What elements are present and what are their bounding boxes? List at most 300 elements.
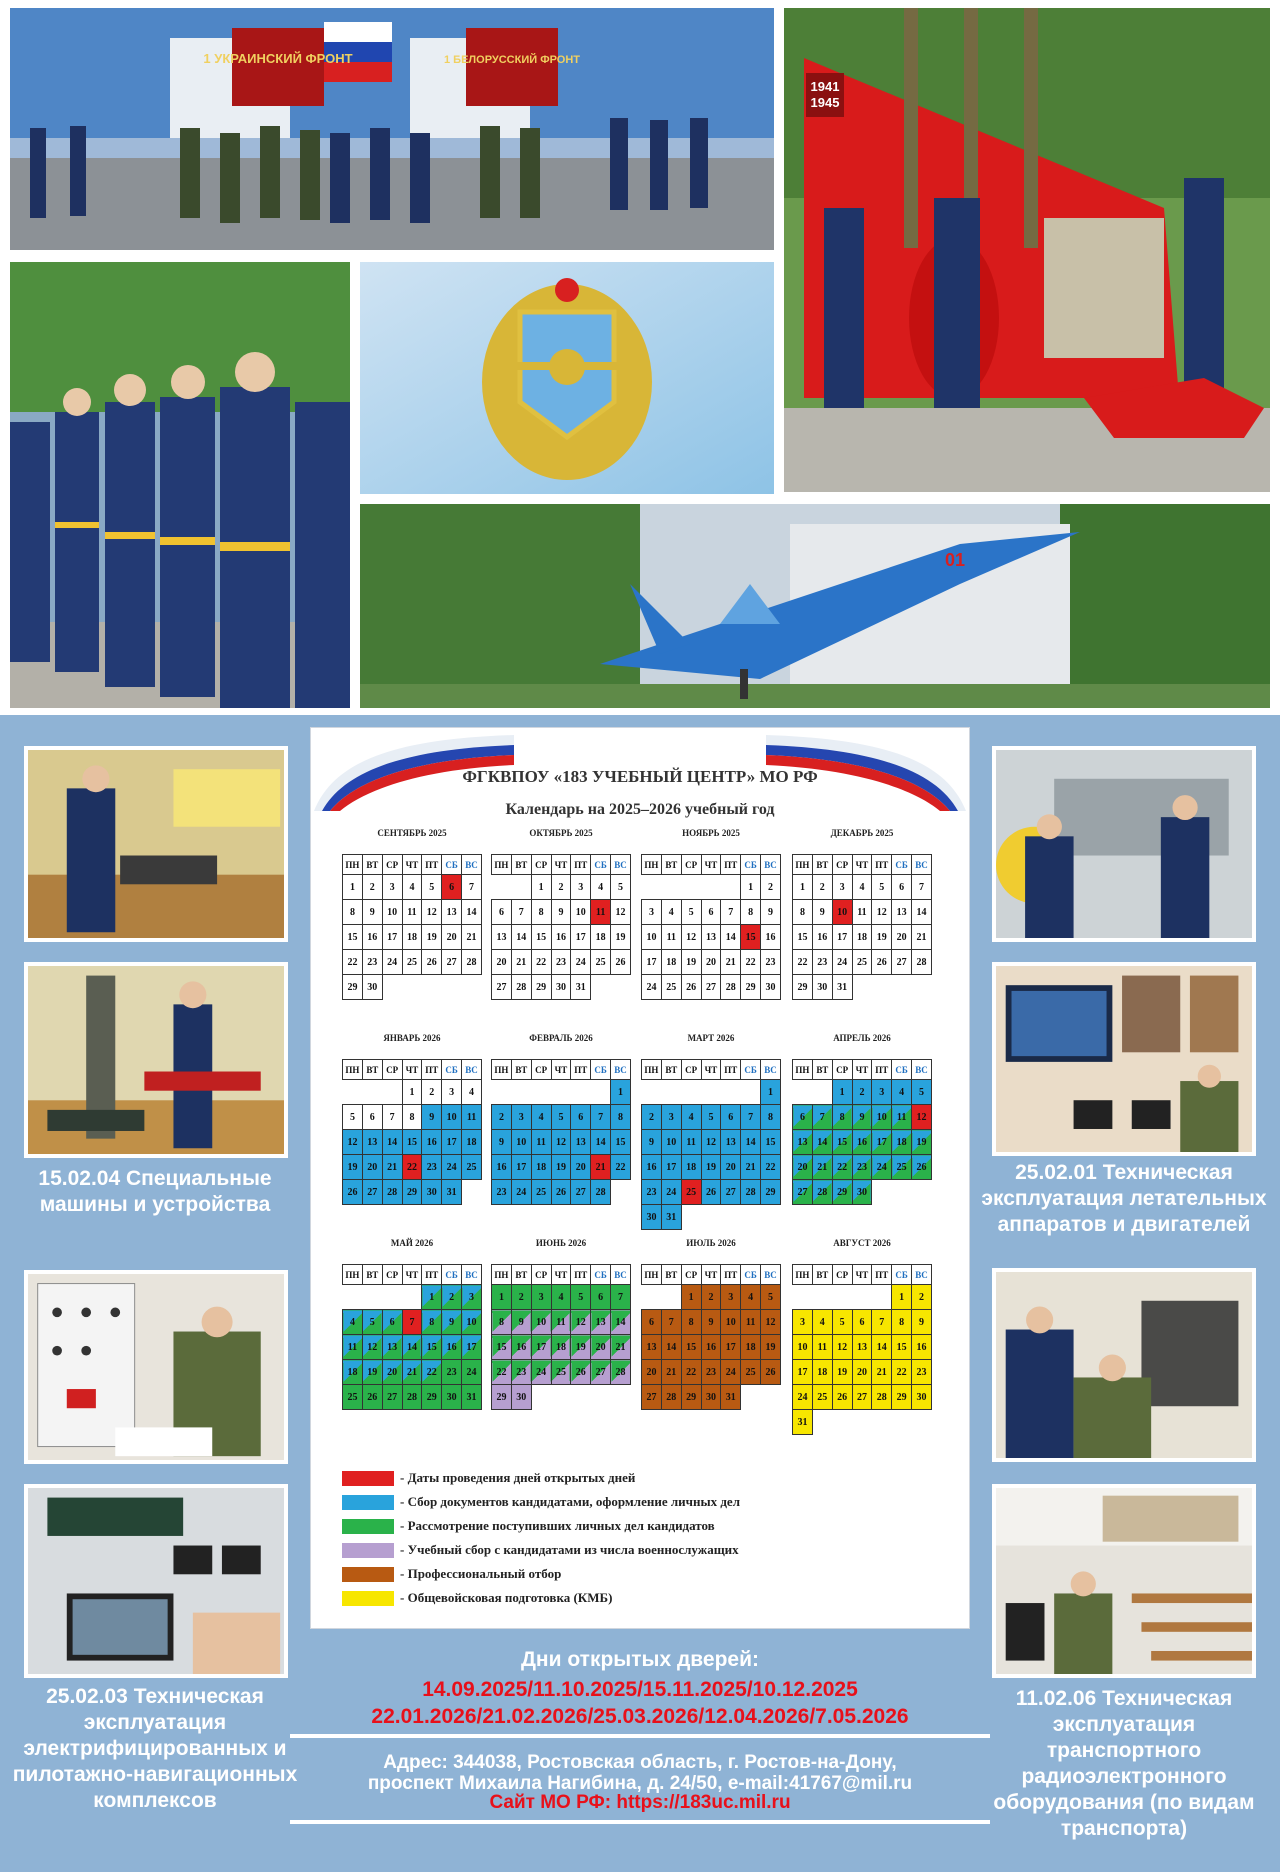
calendar-day: 12: [681, 925, 701, 950]
weekday-header: ПН: [642, 855, 662, 875]
calendar-day: 21: [591, 1155, 611, 1180]
weekday-header: СБ: [892, 1265, 912, 1285]
month-6: [491, 1031, 631, 1205]
calendar-day: 24: [872, 1155, 892, 1180]
calendar-day: 8: [761, 1105, 781, 1130]
calendar-day: 19: [422, 925, 442, 950]
weekday-header: ЧТ: [852, 1060, 872, 1080]
weekday-header: ВС: [611, 855, 631, 875]
weekday-header: ПН: [343, 1265, 363, 1285]
calendar-day: 5: [611, 875, 631, 900]
month-5: [342, 1031, 482, 1205]
calendar-day: 3: [642, 900, 662, 925]
calendar-day: 8: [343, 900, 363, 925]
calendar-title: Календарь на 2025–2026 учебный год: [505, 801, 775, 818]
weekday-header: ВС: [912, 1060, 932, 1080]
calendar-day: 17: [661, 1155, 681, 1180]
calendar-day: 2: [442, 1285, 462, 1310]
calendar-day: 17: [462, 1335, 482, 1360]
photo-electro-lab: [24, 1270, 288, 1464]
calendar-day: 9: [701, 1310, 721, 1335]
calendar-day: 31: [462, 1385, 482, 1410]
calendar-day: 27: [642, 1385, 662, 1410]
calendar-day: 9: [761, 900, 781, 925]
calendar-day: 4: [681, 1105, 701, 1130]
calendar-day: 11: [591, 900, 611, 925]
calendar-day: 10: [571, 900, 591, 925]
calendar-day: 12: [551, 1130, 571, 1155]
weekday-header: СБ: [892, 855, 912, 875]
calendar-day: 28: [872, 1385, 892, 1410]
calendar-day: 4: [812, 1310, 832, 1335]
calendar-day: 24: [832, 950, 852, 975]
calendar-day: 3: [661, 1105, 681, 1130]
calendar-day: 10: [832, 900, 852, 925]
weekday-header: СБ: [591, 1060, 611, 1080]
calendar-day: 28: [812, 1180, 832, 1205]
calendar-day: 25: [591, 950, 611, 975]
calendar-day: 18: [661, 950, 681, 975]
calendar-day: 3: [462, 1285, 482, 1310]
calendar-day: 13: [642, 1335, 662, 1360]
calendar-day: 13: [793, 1130, 813, 1155]
legend-swatch: [342, 1567, 394, 1582]
calendar-day: 1: [741, 875, 761, 900]
calendar-day: 9: [852, 1105, 872, 1130]
weekday-header: ПТ: [422, 1265, 442, 1285]
calendar-day: 4: [591, 875, 611, 900]
weekday-header: ЧТ: [852, 855, 872, 875]
calendar-day: 4: [852, 875, 872, 900]
calendar-day: 13: [852, 1335, 872, 1360]
calendar-day: 7: [721, 900, 741, 925]
calendar-day: 19: [362, 1360, 382, 1385]
calendar-day: 15: [531, 925, 551, 950]
calendar-day: 11: [402, 900, 422, 925]
calendar-day: 25: [462, 1155, 482, 1180]
calendar-day: 9: [511, 1310, 531, 1335]
calendar-day: 7: [912, 875, 932, 900]
calendar-day: 26: [551, 1180, 571, 1205]
calendar-day: 25: [343, 1385, 363, 1410]
calendar-day: 25: [892, 1155, 912, 1180]
calendar-day: 11: [551, 1310, 571, 1335]
calendar-day: 9: [912, 1310, 932, 1335]
calendar-day: 29: [741, 975, 761, 1000]
calendar-day: 23: [761, 950, 781, 975]
month-2: [491, 826, 631, 1000]
calendar-day: 20: [362, 1155, 382, 1180]
calendar-day: 13: [571, 1130, 591, 1155]
month-4: [792, 826, 932, 1000]
month-name: ОКТЯБРЬ 2025: [529, 828, 593, 838]
calendar-day: 24: [462, 1360, 482, 1385]
calendar-day: 21: [402, 1360, 422, 1385]
weekday-header: ПН: [492, 855, 512, 875]
month-name: МАРТ 2026: [687, 1033, 735, 1043]
calendar-day: 15: [492, 1335, 512, 1360]
calendar-day: 15: [832, 1130, 852, 1155]
calendar-day: 20: [793, 1155, 813, 1180]
calendar-day: 8: [741, 900, 761, 925]
calendar-day: 18: [462, 1130, 482, 1155]
weekday-header: ЧТ: [402, 1060, 422, 1080]
banner-text-1: 1 УКРАИНСКИЙ ФРОНТ: [203, 51, 353, 66]
calendar-day: 24: [661, 1180, 681, 1205]
calendar-day: 24: [571, 950, 591, 975]
calendar-day: 6: [721, 1105, 741, 1130]
calendar-day: 3: [793, 1310, 813, 1335]
calendar-day: 23: [701, 1360, 721, 1385]
calendar-day: 19: [761, 1335, 781, 1360]
calendar-day: 12: [611, 900, 631, 925]
calendar-day: 21: [872, 1360, 892, 1385]
calendar-day: 27: [591, 1360, 611, 1385]
weekday-header: СР: [382, 1265, 402, 1285]
calendar-day: 22: [832, 1155, 852, 1180]
calendar-day: 2: [701, 1285, 721, 1310]
calendar-day: 13: [591, 1310, 611, 1335]
calendar-day: 28: [402, 1385, 422, 1410]
calendar-day: 8: [531, 900, 551, 925]
legend-item: [342, 1490, 740, 1514]
calendar-day: 3: [721, 1285, 741, 1310]
calendar-day: 22: [402, 1155, 422, 1180]
weekday-header: ПТ: [571, 855, 591, 875]
calendar-day: 19: [571, 1335, 591, 1360]
weekday-header: ПТ: [571, 1265, 591, 1285]
weekday-header: ВТ: [661, 855, 681, 875]
calendar-day: 28: [721, 975, 741, 1000]
calendar-day: 30: [761, 975, 781, 1000]
calendar-day: 21: [812, 1155, 832, 1180]
calendar-day: 30: [511, 1385, 531, 1410]
month-name: АПРЕЛЬ 2026: [833, 1033, 891, 1043]
calendar-day: 14: [661, 1335, 681, 1360]
calendar-day: 14: [511, 925, 531, 950]
weekday-header: ПН: [492, 1060, 512, 1080]
calendar-day: 28: [462, 950, 482, 975]
calendar-day: 18: [812, 1360, 832, 1385]
calendar-day: 24: [531, 1360, 551, 1385]
calendar-day: 20: [892, 925, 912, 950]
legend-item: [342, 1538, 740, 1562]
calendar-day: 6: [591, 1285, 611, 1310]
calendar-day: 1: [611, 1080, 631, 1105]
calendar-day: 12: [872, 900, 892, 925]
calendar-day: 31: [661, 1205, 681, 1230]
calendar-day: 13: [721, 1130, 741, 1155]
month-name: СЕНТЯБРЬ 2025: [377, 828, 447, 838]
calendar-day: 26: [701, 1180, 721, 1205]
calendar-day: 5: [571, 1285, 591, 1310]
calendar-day: 7: [511, 900, 531, 925]
calendar-day: 18: [591, 925, 611, 950]
photo-computer-class: [992, 962, 1256, 1156]
calendar-day: 15: [422, 1335, 442, 1360]
calendar-day: 10: [793, 1335, 813, 1360]
calendar-day: 27: [362, 1180, 382, 1205]
weekday-header: ВТ: [812, 855, 832, 875]
calendar-day: 7: [462, 875, 482, 900]
calendar-day: 23: [912, 1360, 932, 1385]
calendar-day: 12: [362, 1335, 382, 1360]
calendar-day: 12: [343, 1130, 363, 1155]
calendar-day: 16: [492, 1155, 512, 1180]
address-line-1: Адрес: 344038, Ростовская область, г. Ростов-на-Дону,: [383, 1752, 897, 1773]
weekday-header: ЧТ: [551, 1265, 571, 1285]
calendar-day: 30: [551, 975, 571, 1000]
calendar-day: 2: [362, 875, 382, 900]
calendar-day: 20: [591, 1335, 611, 1360]
calendar-day: 21: [611, 1335, 631, 1360]
calendar-day: 5: [551, 1105, 571, 1130]
weekday-header: СР: [681, 1265, 701, 1285]
calendar-day: 6: [701, 900, 721, 925]
weekday-header: ВТ: [812, 1060, 832, 1080]
calendar-day: 21: [912, 925, 932, 950]
calendar-day: 31: [832, 975, 852, 1000]
weekday-header: ВТ: [812, 1265, 832, 1285]
calendar-day: 12: [912, 1105, 932, 1130]
calendar-day: 29: [343, 975, 363, 1000]
weekday-header: ЧТ: [701, 1265, 721, 1285]
month-10: [491, 1236, 631, 1410]
calendar-day: 12: [571, 1310, 591, 1335]
weekday-header: СР: [382, 855, 402, 875]
calendar-day: 1: [681, 1285, 701, 1310]
caption-specialty-110206: 11.02.06 Техническая эксплуатация транспортного радиоэлектронного оборудования (по видам транспорта): [993, 1687, 1255, 1840]
weekday-header: ВС: [761, 1265, 781, 1285]
weekday-header: ПТ: [721, 855, 741, 875]
calendar-day: 19: [701, 1155, 721, 1180]
month-11: [641, 1236, 781, 1410]
calendar-day: 25: [681, 1180, 701, 1205]
calendar-day: 18: [741, 1335, 761, 1360]
calendar-day: 30: [912, 1385, 932, 1410]
legend-swatch: [342, 1471, 394, 1486]
calendar-day: 16: [812, 925, 832, 950]
calendar-day: 7: [661, 1310, 681, 1335]
calendar-day: 16: [442, 1335, 462, 1360]
calendar-day: 9: [442, 1310, 462, 1335]
calendar-day: 27: [721, 1180, 741, 1205]
calendar-day: 25: [531, 1180, 551, 1205]
calendar-day: 11: [812, 1335, 832, 1360]
weekday-header: ВТ: [661, 1060, 681, 1080]
calendar-day: 4: [741, 1285, 761, 1310]
calendar-day: 12: [761, 1310, 781, 1335]
calendar-day: 23: [511, 1360, 531, 1385]
weekday-header: ВС: [761, 855, 781, 875]
weekday-header: ВС: [611, 1265, 631, 1285]
legend-label: - Рассмотрение поступивших личных дел кандидатов: [400, 1518, 715, 1533]
calendar-day: 27: [571, 1180, 591, 1205]
calendar-day: 2: [511, 1285, 531, 1310]
calendar-day: 18: [892, 1130, 912, 1155]
calendar-day: 29: [681, 1385, 701, 1410]
calendar-day: 11: [661, 925, 681, 950]
calendar-day: 18: [681, 1155, 701, 1180]
legend: [342, 1466, 740, 1610]
calendar-day: 5: [761, 1285, 781, 1310]
weekday-header: ВС: [462, 1060, 482, 1080]
divider: [290, 1734, 990, 1738]
aircraft-number: 01: [945, 550, 966, 570]
weekday-header: СР: [832, 855, 852, 875]
weekday-header: ПН: [793, 1265, 813, 1285]
calendar-day: 7: [741, 1105, 761, 1130]
weekday-header: ВС: [912, 855, 932, 875]
calendar-day: 11: [343, 1335, 363, 1360]
calendar-day: 7: [872, 1310, 892, 1335]
calendar-day: 17: [872, 1130, 892, 1155]
weekday-header: ПН: [793, 1060, 813, 1080]
calendar-day: 16: [422, 1130, 442, 1155]
calendar-day: 12: [422, 900, 442, 925]
calendar-day: 8: [832, 1105, 852, 1130]
calendar-day: 10: [462, 1310, 482, 1335]
calendar-day: 10: [721, 1310, 741, 1335]
calendar-day: 17: [382, 925, 402, 950]
calendar-day: 10: [642, 925, 662, 950]
calendar-day: 26: [571, 1360, 591, 1385]
calendar-day: 17: [793, 1360, 813, 1385]
photo-workshop-2: [24, 962, 288, 1158]
calendar-day: 27: [892, 950, 912, 975]
calendar-day: 25: [812, 1385, 832, 1410]
calendar-day: 7: [611, 1285, 631, 1310]
calendar-day: 22: [343, 950, 363, 975]
calendar-day: 13: [701, 925, 721, 950]
calendar-day: 20: [571, 1155, 591, 1180]
month-12: [792, 1236, 932, 1435]
calendar-day: 7: [591, 1105, 611, 1130]
calendar-day: 29: [832, 1180, 852, 1205]
calendar-day: 17: [832, 925, 852, 950]
weekday-header: ВТ: [362, 1265, 382, 1285]
calendar-day: 25: [402, 950, 422, 975]
calendar-day: 10: [661, 1130, 681, 1155]
legend-label: - Сбор документов кандидатами, оформление личных дел: [400, 1494, 740, 1509]
weekday-header: ВТ: [511, 1060, 531, 1080]
photo-classroom: [992, 1484, 1256, 1678]
calendar-day: 30: [642, 1205, 662, 1230]
calendar-day: 28: [511, 975, 531, 1000]
legend-label: - Учебный сбор с кандидатами из числа военнослужащих: [400, 1542, 739, 1557]
calendar-day: 19: [343, 1155, 363, 1180]
weekday-header: ВС: [462, 855, 482, 875]
calendar-day: 15: [681, 1335, 701, 1360]
calendar-day: 16: [362, 925, 382, 950]
calendar-day: 24: [721, 1360, 741, 1385]
calendar-day: 15: [343, 925, 363, 950]
weekday-header: ПТ: [872, 1060, 892, 1080]
month-name: ФЕВРАЛЬ 2026: [529, 1033, 593, 1043]
weekday-header: ВТ: [661, 1265, 681, 1285]
calendar-day: 26: [362, 1385, 382, 1410]
calendar-day: 26: [681, 975, 701, 1000]
address-line-2: проспект Михаила Нагибина, д. 24/50, e-mail:41767@mil.ru: [367, 1773, 913, 1794]
weekday-header: ПТ: [721, 1060, 741, 1080]
calendar-day: 29: [761, 1180, 781, 1205]
weekday-header: СР: [832, 1265, 852, 1285]
legend-swatch: [342, 1495, 394, 1510]
calendar-day: 6: [492, 900, 512, 925]
calendar-day: 5: [343, 1105, 363, 1130]
weekday-header: ВТ: [511, 1265, 531, 1285]
calendar-day: 7: [382, 1105, 402, 1130]
calendar-day: 8: [892, 1310, 912, 1335]
calendar-day: 28: [591, 1180, 611, 1205]
weekday-header: ВС: [462, 1265, 482, 1285]
calendar-day: 6: [571, 1105, 591, 1130]
weekday-header: ВТ: [362, 1060, 382, 1080]
photo-memorial: [784, 8, 1270, 492]
calendar-day: 20: [492, 950, 512, 975]
calendar-day: 6: [442, 875, 462, 900]
weekday-header: ЧТ: [701, 855, 721, 875]
calendar-day: 11: [531, 1130, 551, 1155]
calendar-day: 9: [551, 900, 571, 925]
weekday-header: СР: [681, 855, 701, 875]
calendar-day: 3: [442, 1080, 462, 1105]
legend-label: - Профессиональный отбор: [400, 1566, 562, 1581]
calendar-day: 25: [741, 1360, 761, 1385]
calendar-day: 16: [642, 1155, 662, 1180]
calendar-day: 13: [362, 1130, 382, 1155]
calendar-day: 26: [611, 950, 631, 975]
calendar-day: 5: [912, 1080, 932, 1105]
calendar-day: 2: [912, 1285, 932, 1310]
calendar-day: 17: [721, 1335, 741, 1360]
website-link[interactable]: Сайт МО РФ: https://183uc.mil.ru: [489, 1792, 791, 1813]
calendar-day: 22: [611, 1155, 631, 1180]
calendar-day: 30: [442, 1385, 462, 1410]
calendar-day: 9: [642, 1130, 662, 1155]
calendar-day: 27: [793, 1180, 813, 1205]
weekday-header: ПН: [492, 1265, 512, 1285]
calendar-day: 2: [551, 875, 571, 900]
calendar-day: 30: [812, 975, 832, 1000]
calendar-day: 31: [793, 1410, 813, 1435]
month-name: НОЯБРЬ 2025: [682, 828, 740, 838]
calendar-day: 9: [362, 900, 382, 925]
calendar-day: 10: [442, 1105, 462, 1130]
calendar-day: 7: [812, 1105, 832, 1130]
month-1: [342, 826, 482, 1000]
calendar-day: 24: [442, 1155, 462, 1180]
calendar-day: 5: [681, 900, 701, 925]
calendar-day: 14: [611, 1310, 631, 1335]
calendar-day: 11: [462, 1105, 482, 1130]
weekday-header: СБ: [442, 1265, 462, 1285]
calendar-day: 22: [793, 950, 813, 975]
calendar-day: 8: [611, 1105, 631, 1130]
photo-simulator: [24, 1484, 288, 1678]
calendar-day: 9: [812, 900, 832, 925]
calendar-day: 20: [701, 950, 721, 975]
calendar-day: 3: [872, 1080, 892, 1105]
calendar-day: 19: [912, 1130, 932, 1155]
calendar-day: 27: [852, 1385, 872, 1410]
month-name: МАЙ 2026: [390, 1238, 434, 1248]
calendar-day: 1: [422, 1285, 442, 1310]
month-9: [342, 1236, 482, 1410]
calendar-day: 13: [892, 900, 912, 925]
calendar-day: 3: [531, 1285, 551, 1310]
weekday-header: ПТ: [422, 1060, 442, 1080]
